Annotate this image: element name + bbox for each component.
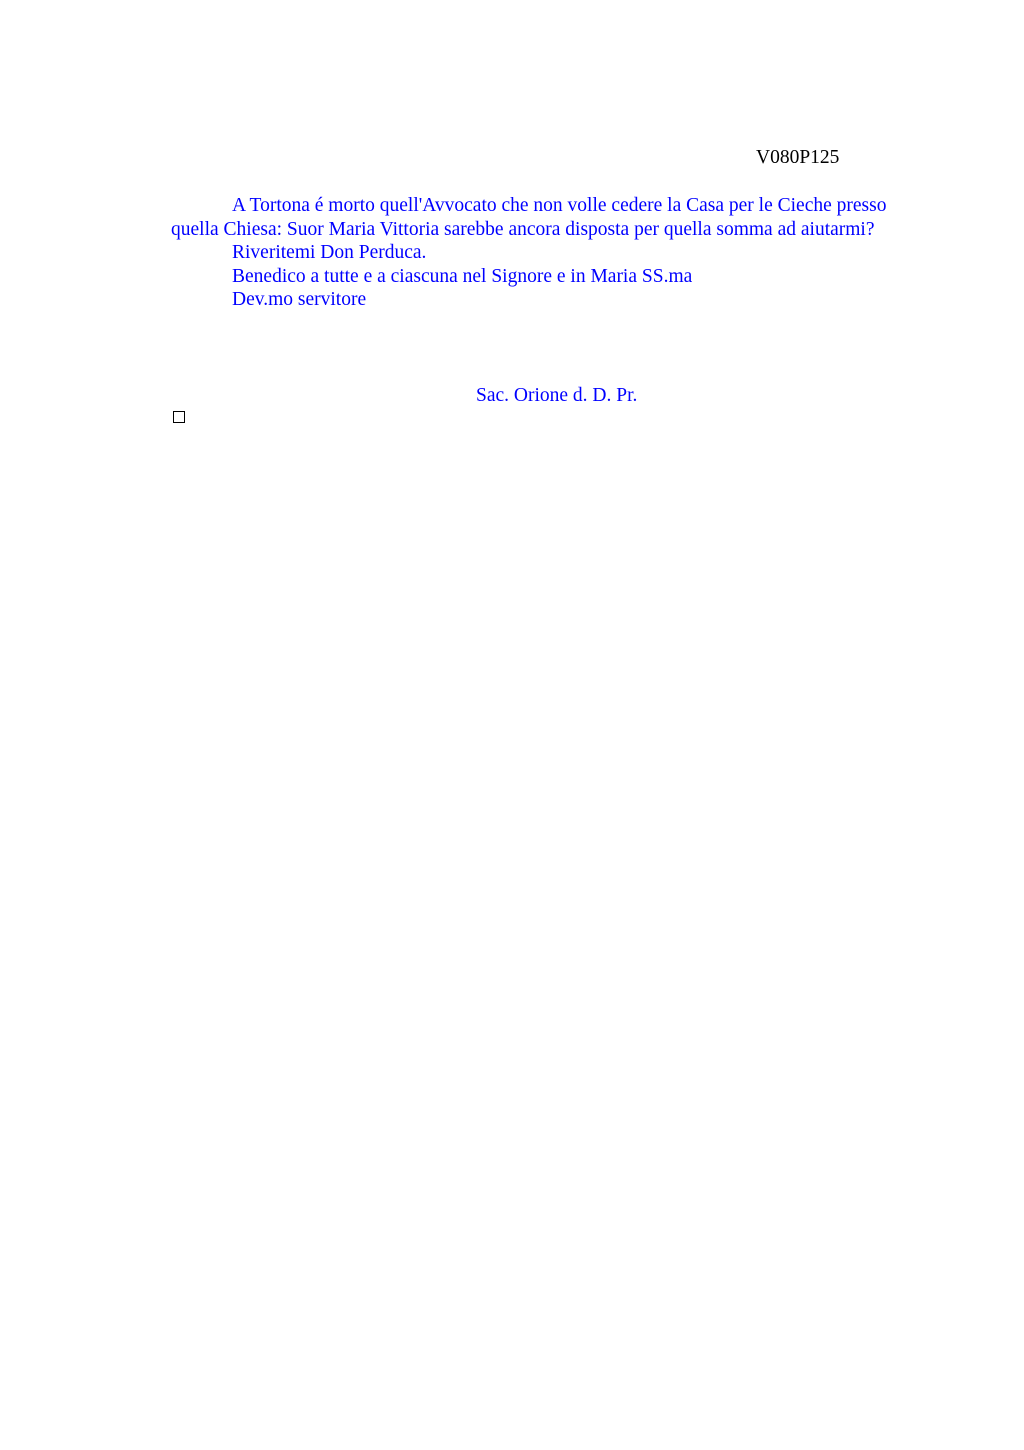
- line-blessing: Benedico a tutte e a ciascuna nel Signore e in Maria SS.ma: [232, 265, 693, 287]
- line-regards: Riveritemi Don Perduca.: [232, 242, 427, 263]
- signature: Sac. Orione d. D. Pr.: [476, 385, 638, 406]
- empty-box-icon: [173, 411, 185, 423]
- letter-body: [171, 194, 901, 312]
- line-closing: Dev.mo servitore: [232, 289, 367, 310]
- reference-code: V080P125: [756, 147, 840, 168]
- paragraph-tortona: A Tortona é morto quell'Avvocato che non volle cedere la Casa per le Cieche presso quella Chiesa: Suor Maria Vittoria sarebbe ancora disposta per quella somma ad aiutarmi?: [171, 195, 887, 240]
